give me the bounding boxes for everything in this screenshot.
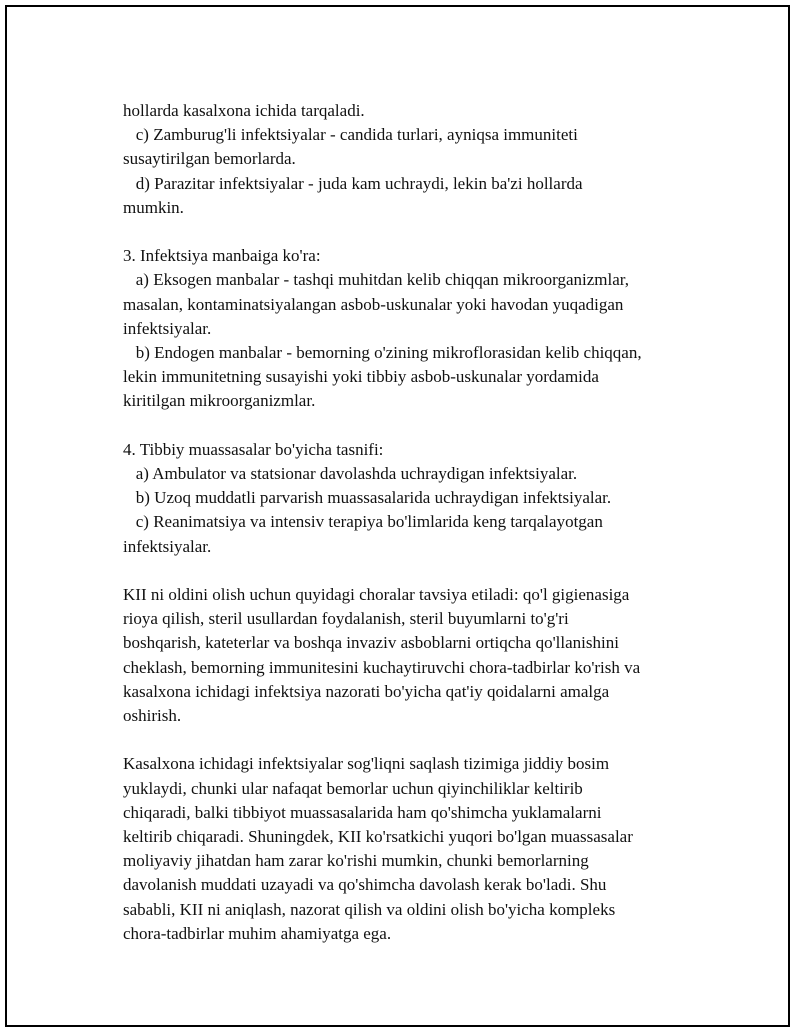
text-line: cheklash, bemorning immunitesini kuchaytiruvchi chora-tadbirlar ko'rish va: [123, 657, 641, 677]
text-line: moliyaviy jihatdan ham zarar ko'rishi mumkin, chunki bemorlarning: [123, 851, 589, 871]
text-line: c) Zamburug'li infektsiyalar - candida turlari, ayniqsa immuniteti: [123, 125, 578, 145]
paragraph-gap: [123, 728, 713, 752]
text-line: mumkin.: [123, 197, 184, 217]
text-line: infektsiyalar.: [123, 318, 212, 338]
text-line: kiritilgan mikroorganizmlar.: [123, 391, 316, 411]
text-line: b) Endogen manbalar - bemorning o'zining mikroflorasidan kelib chiqqan,: [123, 343, 642, 363]
text-line: masalan, kontaminatsiyalangan asbob-uskunalar yoki havodan yuqadigan: [123, 294, 624, 314]
text-line: lekin immunitetning susayishi yoki tibbiy asbob-uskunalar yordamida: [123, 367, 599, 387]
paragraph-gap: [123, 559, 713, 583]
text-line: yuklaydi, chunki ular nafaqat bemorlar uchun qiyinchiliklar keltirib: [123, 778, 583, 798]
text-line: c) Reanimatsiya va intensiv terapiya bo'limlarida keng tarqalayotgan: [123, 512, 603, 532]
section-heading: 4. Tibbiy muassasalar bo'yicha tasnifi:: [123, 439, 384, 459]
text-line: oshirish.: [123, 706, 182, 726]
text-line: davolanish muddati uzayadi va qo'shimcha davolash kerak bo'ladi. Shu: [123, 875, 607, 895]
paragraph-gap: [123, 220, 713, 244]
text-line: rioya qilish, steril usullardan foydalanish, steril buyumlarni to'g'ri: [123, 609, 569, 629]
paragraph-gap: [123, 414, 713, 438]
text-line: susaytirilgan bemorlarda.: [123, 149, 296, 169]
text-line: a) Eksogen manbalar - tashqi muhitdan kelib chiqqan mikroorganizmlar,: [123, 270, 630, 290]
section-heading: 3. Infektsiya manbaiga ko'ra:: [123, 246, 321, 266]
text-line: b) Uzoq muddatli parvarish muassasalarida uchraydigan infektsiyalar.: [123, 488, 612, 508]
text-line: infektsiyalar.: [123, 536, 212, 556]
text-line: keltirib chiqaradi. Shuningdek, KII ko'rsatkichi yuqori bo'lgan muassasalar: [123, 827, 633, 847]
text-line: hollarda kasalxona ichida tarqaladi.: [123, 101, 365, 120]
text-line: d) Parazitar infektsiyalar - juda kam uchraydi, lekin ba'zi hollarda: [123, 173, 583, 193]
document-body: [123, 99, 713, 946]
text-line: chora-tadbirlar muhim ahamiyatga ega.: [123, 923, 392, 943]
text-line: a) Ambulator va statsionar davolashda uchraydigan infektsiyalar.: [123, 464, 578, 484]
text-line: kasalxona ichidagi infektsiya nazorati bo'yicha qat'iy qoidalarni amalga: [123, 681, 610, 701]
text-line: KII ni oldini olish uchun quyidagi choralar tavsiya etiladi: qo'l gigienasiga: [123, 585, 630, 605]
text-line: sababli, KII ni aniqlash, nazorat qilish va oldini olish bo'yicha kompleks: [123, 899, 616, 919]
text-line: chiqaradi, balki tibbiyot muassasalarida ham qo'shimcha yuklamalarni: [123, 802, 602, 822]
text-line: Kasalxona ichidagi infektsiyalar sog'liqni saqlash tizimiga jiddiy bosim: [123, 754, 610, 774]
page-frame: [5, 5, 790, 1027]
text-line: boshqarish, kateterlar va boshqa invaziv asboblarni ortiqcha qo'llanishini: [123, 633, 619, 653]
